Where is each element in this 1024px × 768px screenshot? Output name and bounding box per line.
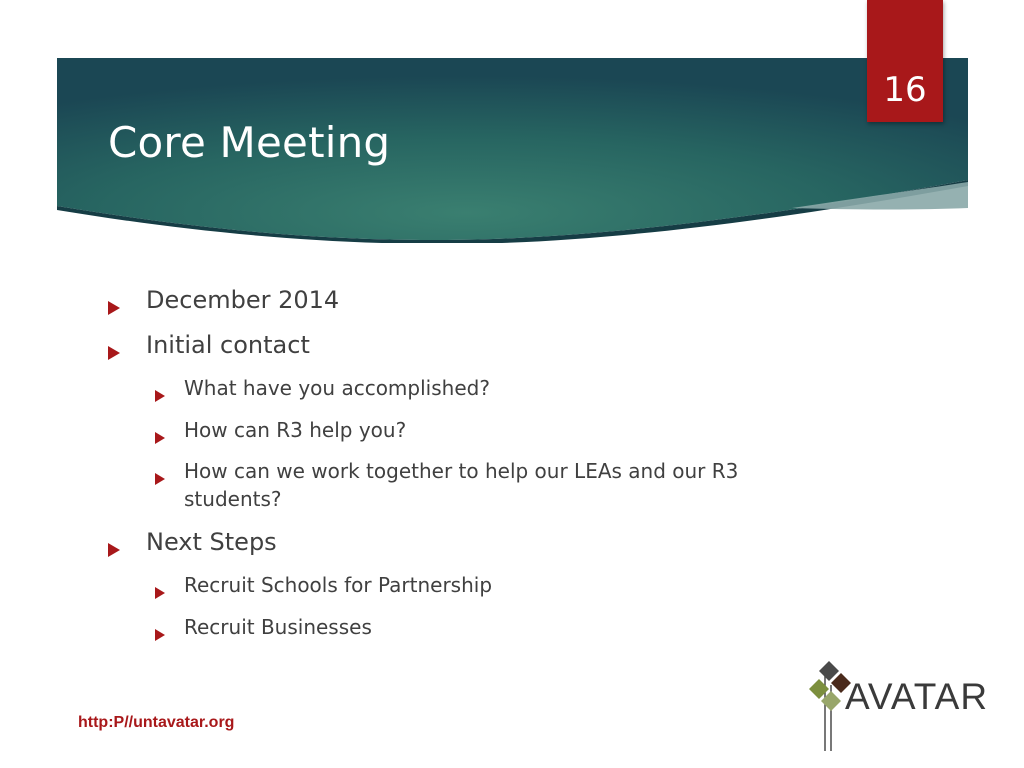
list-item	[108, 286, 339, 321]
page-number: 16	[883, 70, 927, 110]
triangle-bullet-icon	[155, 381, 184, 409]
triangle-bullet-icon	[108, 535, 146, 563]
list-item	[108, 528, 277, 563]
list-item	[155, 416, 805, 451]
list-item	[155, 457, 795, 513]
list-item-text: Recruit Businesses	[184, 615, 372, 639]
triangle-bullet-icon	[155, 620, 184, 648]
list-item-text: December 2014	[146, 286, 340, 314]
list-item-text: Next Steps	[146, 528, 277, 556]
slide-title: Core Meeting	[108, 118, 391, 167]
list-item	[108, 331, 310, 366]
list-item-text: Recruit Schools for Partnership	[184, 573, 493, 597]
list-item-text: How can R3 help you?	[184, 418, 407, 442]
list-item-text: What have you accomplished?	[184, 376, 490, 400]
list-item	[155, 613, 805, 648]
footer-link[interactable]: http:P//untavatar.org	[78, 714, 235, 731]
list-item	[155, 374, 805, 409]
list-item	[155, 571, 805, 606]
list-item-text: Initial contact	[146, 331, 310, 359]
triangle-bullet-icon	[108, 293, 146, 321]
list-item-text: How can we work together to help our LEAs and our R3 students?	[184, 459, 739, 511]
triangle-bullet-icon	[155, 464, 184, 492]
triangle-bullet-icon	[155, 423, 184, 451]
triangle-bullet-icon	[108, 338, 146, 366]
triangle-bullet-icon	[155, 578, 184, 606]
avatar-logo-text: AVATAR	[845, 676, 989, 717]
